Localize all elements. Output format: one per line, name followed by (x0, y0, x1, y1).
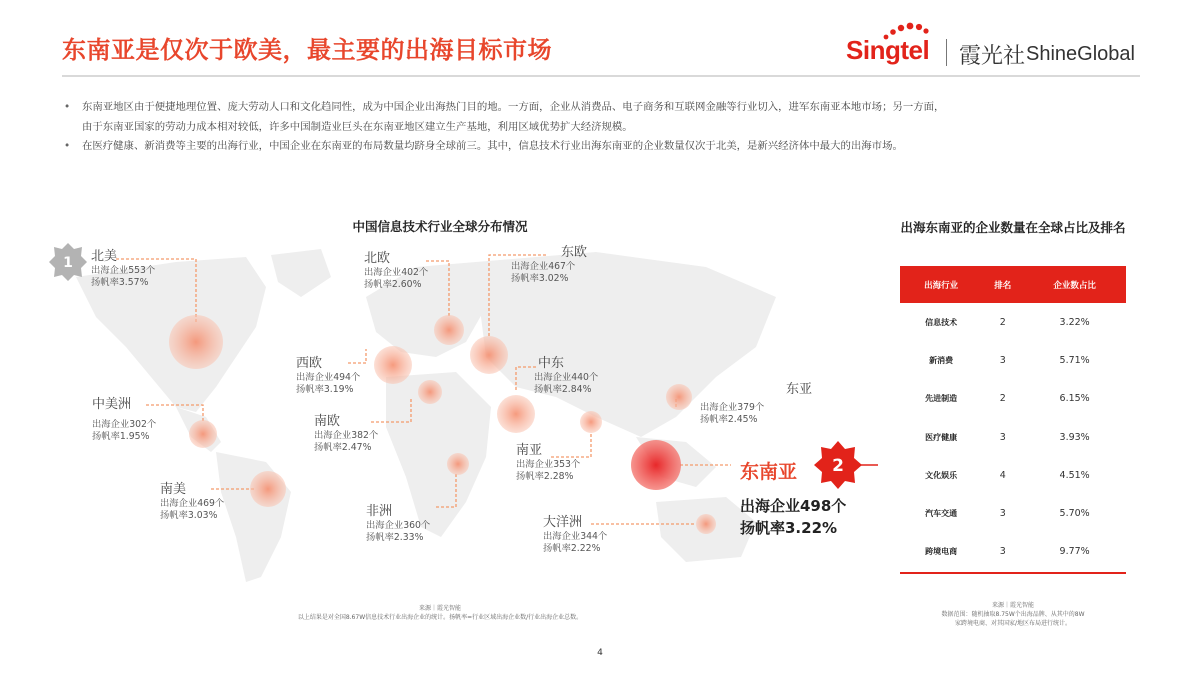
table-source-line-1: 来源｜霞光智能 (991, 602, 1034, 609)
region-count: 出海企业467个 (511, 261, 576, 272)
header-industry: 出海行业 (900, 266, 982, 303)
cell-share: 4.51% (1059, 469, 1090, 481)
map-source-line-2: 以上结果是对全国8.67W信息技术行业出海企业的统计。扬帆率=行业区域出海企业数/行业出海企业总数。 (297, 614, 583, 621)
region-name: 南亚 (516, 443, 543, 458)
bubble-north-europe (434, 315, 464, 345)
region-count: 出海企业360个 (366, 520, 431, 531)
region-rate: 扬帆率2.22% (543, 543, 601, 554)
region-count: 出海企业494个 (296, 372, 361, 383)
region-rate: 扬帆率3.02% (511, 273, 569, 284)
region-count: 出海企业379个 (700, 402, 765, 413)
bubble-oceania (696, 514, 716, 534)
region-name: 非洲 (366, 504, 393, 519)
region-name: 中美洲 (92, 397, 132, 412)
table-row (900, 533, 1126, 571)
map-title: 中国信息技术行业全球分布情况 (352, 219, 528, 234)
region-south-asia (516, 443, 580, 483)
region-east-asia (700, 382, 813, 426)
cell-industry: 新消费 (929, 355, 954, 365)
region-rate: 扬帆率2.45% (700, 414, 758, 425)
table-source (900, 601, 1126, 628)
table-row (900, 456, 1126, 494)
region-south-america (160, 482, 224, 522)
table-row (900, 303, 1126, 341)
cell-industry: 信息技术 (925, 317, 958, 327)
rank-2-badge (814, 441, 878, 489)
bubble-south-america (250, 471, 286, 507)
table-source-line-3: 家跨境电商、对其国家/地区布局进行统计。 (954, 620, 1072, 627)
map-source-line-1: 来源｜霞光智能 (418, 605, 461, 612)
region-north-europe (364, 251, 428, 291)
cell-industry: 汽车交通 (925, 509, 958, 519)
region-count: 出海企业553个 (91, 265, 156, 276)
region-name: 中东 (538, 356, 565, 371)
region-rate: 扬帆率2.84% (534, 384, 592, 395)
region-rate: 扬帆率3.03% (160, 510, 218, 521)
table-source-line-2: 数据范围：随机抽取8.75W个出海品牌、从其中的8W (941, 611, 1085, 618)
logo-divider (946, 39, 947, 66)
table-row (900, 494, 1126, 532)
region-count: 出海企业382个 (314, 430, 379, 441)
region-count: 出海企业344个 (543, 531, 608, 542)
region-north-america (91, 249, 155, 289)
bubble-south-europe (418, 380, 442, 404)
highlight-count: 出海企业498个 (740, 497, 847, 515)
page-title: 东南亚是仅次于欧美，最主要的出海目标市场 (62, 36, 552, 64)
header-share: 企业数占比 (1023, 266, 1126, 303)
region-rate: 扬帆率2.33% (366, 532, 424, 543)
bubble-west-europe (374, 346, 412, 384)
region-name: 南美 (160, 482, 187, 497)
header-rank: 排名 (982, 266, 1023, 303)
table-header-row (900, 266, 1126, 303)
bullet-1: • 东南亚地区由于便捷地理位置、庞大劳动人口和文化趋同性，成为中国企业出海热门目的地。一方面，企业从消费品、电子商务和互联网金融等行业切入，进军东南亚本地市场；另一方面， (62, 98, 1152, 118)
cell-rank: 3 (999, 508, 1006, 520)
summary-bullets (62, 98, 1152, 157)
region-name: 东亚 (786, 382, 813, 397)
bubble-east-asia (666, 384, 692, 410)
region-count: 出海企业402个 (364, 267, 429, 278)
cell-rank: 3 (999, 431, 1006, 443)
cell-industry: 跨境电商 (925, 547, 958, 557)
cell-share: 3.93% (1059, 431, 1090, 443)
bubble-south-asia (580, 411, 602, 433)
region-name: 西欧 (296, 356, 323, 371)
region-east-europe (511, 245, 587, 285)
bullet-2: • 在医疗健康、新消费等主要的出海行业，中国企业在东南亚的布局数量均跻身全球前三。其中，信息技术行业出海东南亚的企业数量仅次于北美，是新兴经济体中最大的出海市场。 (62, 137, 1152, 157)
bubble-middle-east (497, 395, 535, 433)
region-name: 北欧 (364, 251, 391, 266)
region-rate: 扬帆率2.47% (314, 442, 372, 453)
table-bottom-rule (900, 572, 1126, 574)
rank-2-text: 2 (832, 456, 844, 476)
cell-rank: 4 (999, 469, 1006, 481)
highlight-rate: 扬帆率3.22% (740, 519, 838, 537)
south-america-shape (216, 452, 291, 582)
bubble-north-america (169, 315, 223, 369)
region-south-europe (314, 414, 378, 454)
table-row (900, 418, 1126, 456)
shineglobal-cn-wordmark: 霞光社 (959, 44, 1026, 69)
header (0, 0, 1200, 80)
rank-1-badge (49, 243, 87, 281)
region-rate: 扬帆率3.57% (91, 277, 149, 288)
rank-1-text: 1 (63, 255, 73, 271)
bubble-central-america (189, 420, 217, 448)
cell-share: 6.15% (1059, 393, 1090, 405)
table-title: 出海东南亚的企业数量在全球占比及排名 (900, 220, 1126, 235)
bubble-southeast-asia (631, 440, 681, 490)
region-count: 出海企业469个 (160, 498, 225, 509)
cell-share: 5.70% (1059, 508, 1090, 520)
greenland-shape (271, 249, 331, 297)
region-rate: 扬帆率3.19% (296, 384, 354, 395)
region-rate: 扬帆率2.28% (516, 471, 574, 482)
region-count: 出海企业440个 (534, 372, 599, 383)
region-middle-east (534, 356, 598, 396)
region-africa (366, 504, 430, 544)
cell-share: 9.77% (1059, 546, 1090, 558)
singtel-shineglobal-logo (846, 22, 1146, 70)
world-distribution-map (56, 237, 847, 597)
cell-rank: 3 (999, 354, 1006, 366)
cell-share: 5.71% (1059, 354, 1090, 366)
region-name: 大洋洲 (543, 515, 583, 530)
title-divider (62, 75, 1140, 77)
highlight-region-name: 东南亚 (740, 461, 798, 483)
region-rate: 扬帆率1.95% (92, 431, 150, 442)
region-central-america (92, 397, 156, 443)
cell-rank: 2 (999, 316, 1006, 328)
region-oceania (543, 515, 607, 555)
cell-industry: 文化娱乐 (925, 470, 958, 480)
region-name: 南欧 (314, 414, 341, 429)
region-count: 出海企业353个 (516, 459, 581, 470)
table-row (900, 341, 1126, 379)
region-count: 出海企业302个 (92, 419, 157, 430)
region-name: 北美 (91, 249, 118, 264)
cell-rank: 2 (999, 393, 1006, 405)
sea-ranking-table (900, 266, 1126, 571)
cell-rank: 3 (999, 546, 1006, 558)
cell-industry: 先进制造 (925, 394, 958, 404)
table-row (900, 380, 1126, 418)
region-rate: 扬帆率2.60% (364, 279, 422, 290)
singtel-wordmark: Singtel (846, 35, 930, 65)
cell-industry: 医疗健康 (925, 432, 958, 442)
region-west-europe (296, 356, 360, 396)
bubble-africa (447, 453, 469, 475)
bubble-east-europe (470, 336, 508, 374)
bullet-1-continued: 由于东南亚国家的劳动力成本相对较低，许多中国制造业巨头在东南亚地区建立生产基地，利用区域优势扩大经济规模。 (82, 120, 633, 133)
shineglobal-en-wordmark: ShineGlobal (1026, 43, 1135, 65)
page-number: 4 (597, 648, 603, 658)
cell-share: 3.22% (1059, 316, 1090, 328)
region-name: 东欧 (561, 245, 588, 260)
map-source (240, 604, 640, 622)
